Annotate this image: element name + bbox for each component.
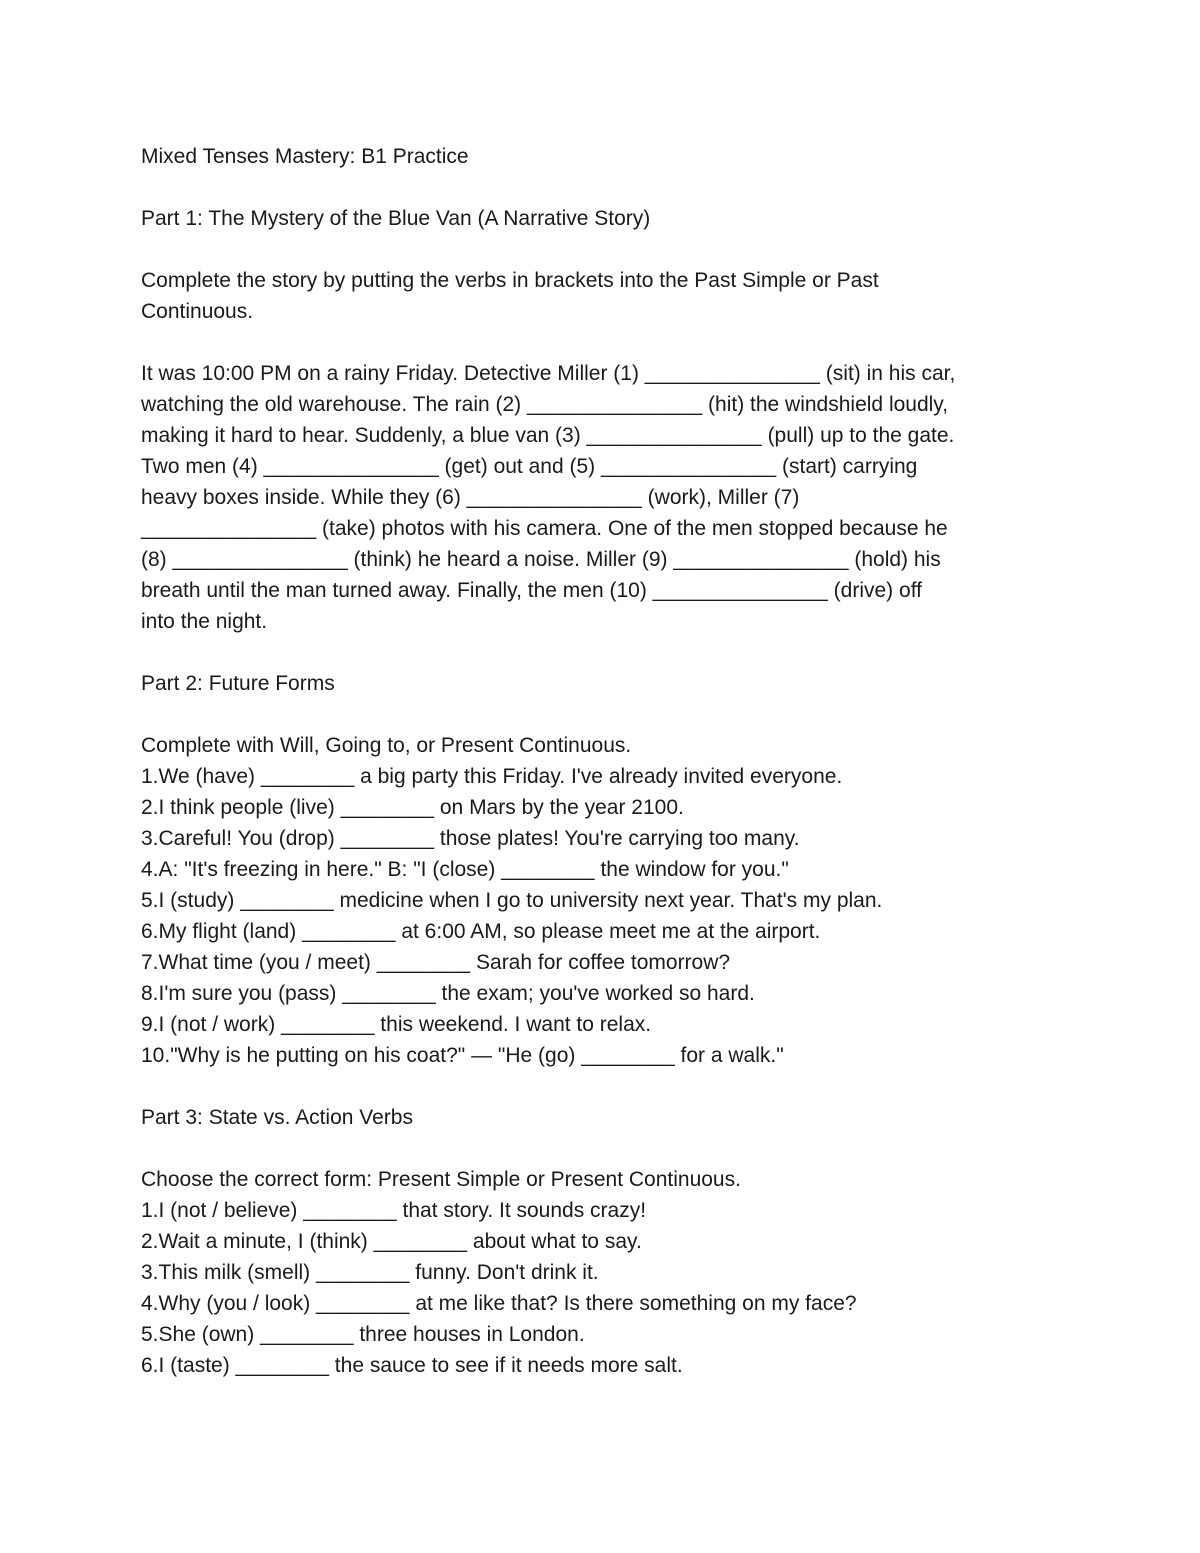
exercise-item: 7.What time (you / meet) ________ Sarah for coffee tomorrow? — [141, 951, 731, 974]
exercise-item: 6.My flight (land) ________ at 6:00 AM, so please meet me at the airport. — [141, 920, 821, 943]
story-line: watching the old warehouse. The rain (2) _______________ (hit) the windshield loudly, — [141, 393, 949, 416]
part1-heading: Part 1: The Mystery of the Blue Van (A Narrative Story) — [141, 207, 651, 230]
exercise-item: 2.I think people (live) ________ on Mars by the year 2100. — [141, 796, 684, 819]
exercise-item: 5.I (study) ________ medicine when I go to university next year. That's my plan. — [141, 889, 883, 912]
spacer — [141, 234, 1071, 265]
document-page — [141, 141, 1071, 1381]
spacer — [141, 327, 1071, 358]
story-line: _______________ (take) photos with his camera. One of the men stopped because he — [141, 517, 948, 540]
document-title: Mixed Tenses Mastery: B1 Practice — [141, 145, 469, 168]
spacer — [141, 699, 1071, 730]
exercise-item: 1.We (have) ________ a big party this Friday. I've already invited everyone. — [141, 765, 843, 788]
part2-heading: Part 2: Future Forms — [141, 672, 335, 695]
exercise-item: 5.She (own) ________ three houses in London. — [141, 1323, 585, 1346]
part1-instructions-line: Continuous. — [141, 300, 254, 323]
spacer — [141, 1071, 1071, 1102]
part1-instructions-line: Complete the story by putting the verbs in brackets into the Past Simple or Past — [141, 269, 879, 292]
exercise-item: 6.I (taste) ________ the sauce to see if it needs more salt. — [141, 1354, 683, 1377]
exercise-item: 3.Careful! You (drop) ________ those plates! You're carrying too many. — [141, 827, 800, 850]
part2-instructions: Complete with Will, Going to, or Present Continuous. — [141, 734, 632, 757]
part3-instructions: Choose the correct form: Present Simple or Present Continuous. — [141, 1168, 741, 1191]
exercise-item: 9.I (not / work) ________ this weekend. I want to relax. — [141, 1013, 652, 1036]
part3-heading: Part 3: State vs. Action Verbs — [141, 1106, 413, 1129]
exercise-item: 4.A: "It's freezing in here." B: "I (close) ________ the window for you." — [141, 858, 789, 881]
exercise-item: 2.Wait a minute, I (think) ________ about what to say. — [141, 1230, 642, 1253]
exercise-item: 3.This milk (smell) ________ funny. Don't drink it. — [141, 1261, 599, 1284]
spacer — [141, 1133, 1071, 1164]
exercise-item: 10."Why is he putting on his coat?" — "He (go) ________ for a walk." — [141, 1044, 784, 1067]
spacer — [141, 172, 1071, 203]
story-line: breath until the man turned away. Finally, the men (10) _______________ (drive) off — [141, 579, 922, 602]
story-line: making it hard to hear. Suddenly, a blue van (3) _______________ (pull) up to the gate. — [141, 424, 955, 447]
exercise-item: 8.I'm sure you (pass) ________ the exam; you've worked so hard. — [141, 982, 755, 1005]
story-line: into the night. — [141, 610, 268, 633]
story-line: (8) _______________ (think) he heard a noise. Miller (9) _______________ (hold) his — [141, 548, 941, 571]
story-line: It was 10:00 PM on a rainy Friday. Detective Miller (1) _______________ (sit) in his car, — [141, 362, 956, 385]
exercise-item: 4.Why (you / look) ________ at me like that? Is there something on my face? — [141, 1292, 857, 1315]
exercise-item: 1.I (not / believe) ________ that story. It sounds crazy! — [141, 1199, 647, 1222]
story-line: Two men (4) _______________ (get) out and (5) _______________ (start) carrying — [141, 455, 918, 478]
story-line: heavy boxes inside. While they (6) _______________ (work), Miller (7) — [141, 486, 800, 509]
spacer — [141, 637, 1071, 668]
